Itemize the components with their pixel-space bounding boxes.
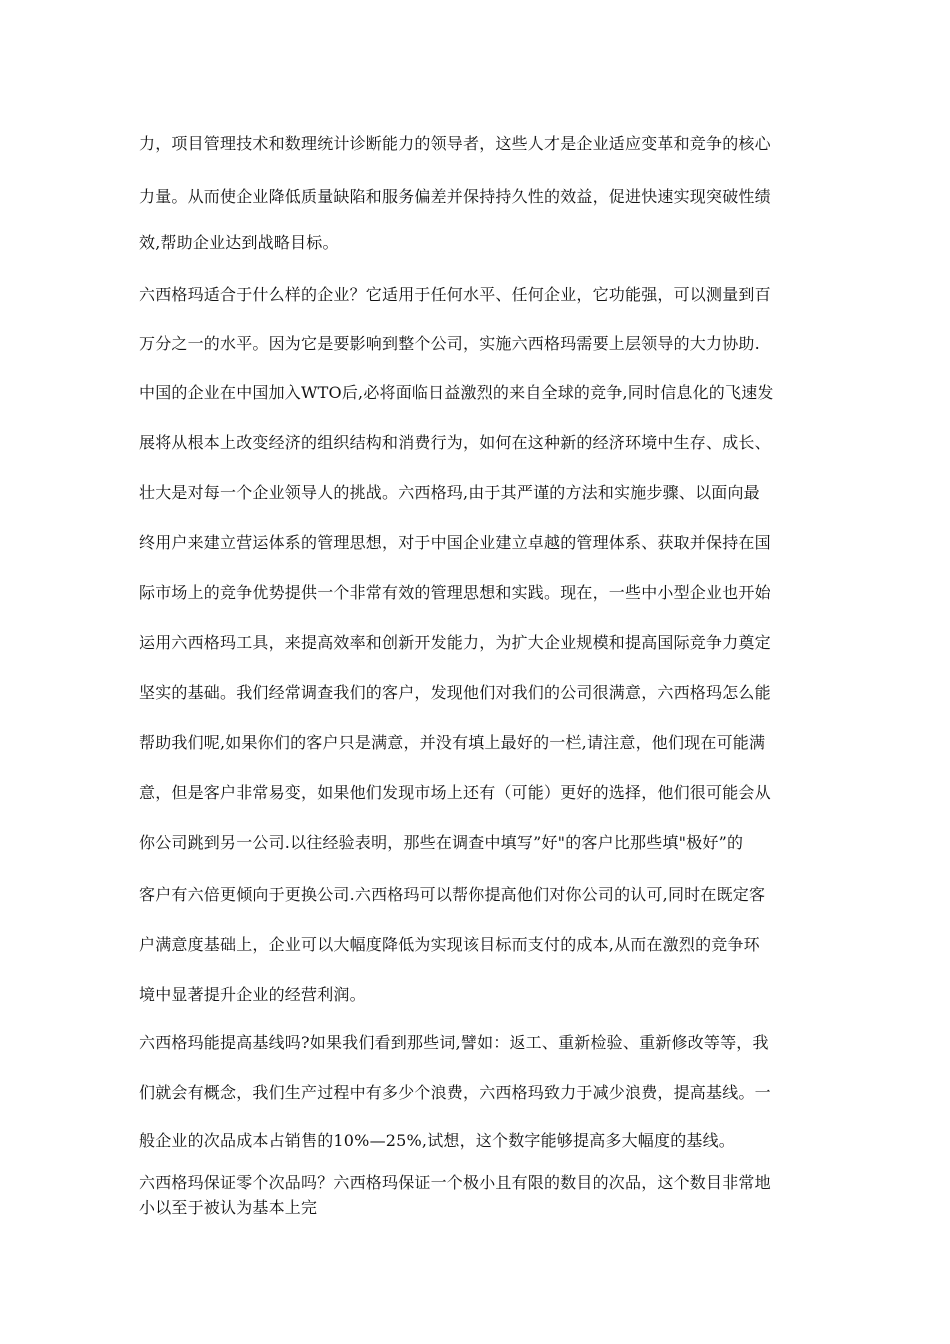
text-line: 际市场上的竞争优势提供一个非常有效的管理思想和实践。现在，一些中小型企业也开始 xyxy=(139,583,771,602)
text-line: 终用户来建立营运体系的管理思想，对于中国企业建立卓越的管理体系、获取并保持在国 xyxy=(139,533,771,552)
text-line: 六西格玛适合于什么样的企业？它适用于任何水平、任何企业，它功能强，可以测量到百 xyxy=(139,285,771,304)
text-line: 运用六西格玛工具，来提高效率和创新开发能力，为扩大企业规模和提高国际竞争力奠定 xyxy=(139,633,771,652)
text-line: 力，项目管理技术和数理统计诊断能力的领导者，这些人才是企业适应变革和竞争的核心 xyxy=(139,134,771,153)
text-line: 意，但是客户非常易变，如果他们发现市场上还有（可能）更好的选择，他们很可能会从 xyxy=(139,783,771,802)
text-line: 力量。从而使企业降低质量缺陷和服务偏差并保持持久性的效益，促进快速实现突破性绩 xyxy=(139,187,771,206)
text-line: 效,帮助企业达到战略目标。 xyxy=(139,233,339,252)
text-line: 户满意度基础上，企业可以大幅度降低为实现该目标而支付的成本,从而在激烈的竞争环 xyxy=(139,935,760,954)
text-line: 中国的企业在中国加入WTO后,必将面临日益激烈的来自全球的竞争,同时信息化的飞速发 xyxy=(139,383,774,402)
text-line: 六西格玛能提高基线吗?如果我们看到那些词,譬如：返工、重新检验、重新修改等等，我 xyxy=(139,1033,769,1052)
text-line: 壮大是对每一个企业领导人的挑战。六西格玛,由于其严谨的方法和实施步骤、以面向最 xyxy=(139,483,760,502)
text-line: 境中显著提升企业的经营利润。 xyxy=(139,985,366,1004)
text-line: 小以至于被认为基本上完 xyxy=(139,1198,318,1217)
text-line: 般企业的次品成本占销售的10%—25%,试想，这个数字能够提高多大幅度的基线。 xyxy=(139,1131,736,1150)
text-line: 客户有六倍更倾向于更换公司.六西格玛可以帮你提高他们对你公司的认可,同时在既定客 xyxy=(139,885,766,904)
text-line: 六西格玛保证零个次品吗？六西格玛保证一个极小且有限的数目的次品，这个数目非常地 xyxy=(139,1173,771,1192)
text-line: 帮助我们呢,如果你们的客户只是满意，并没有填上最好的一栏,请注意，他们现在可能满 xyxy=(139,733,766,752)
text-line: 你公司跳到另一公司.以往经验表明，那些在调查中填写”好"的客户比那些填"极好”的 xyxy=(139,833,744,852)
text-line: 们就会有概念，我们生产过程中有多少个浪费，六西格玛致力于减少浪费，提高基线。一 xyxy=(139,1083,771,1102)
text-line: 展将从根本上改变经济的组织结构和消费行为，如何在这种新的经济环境中生存、成长、 xyxy=(139,433,771,452)
text-line: 坚实的基础。我们经常调查我们的客户，发现他们对我们的公司很满意，六西格玛怎么能 xyxy=(139,683,771,702)
text-line: 万分之一的水平。因为它是要影响到整个公司，实施六西格玛需要上层领导的大力协助. xyxy=(139,334,760,353)
